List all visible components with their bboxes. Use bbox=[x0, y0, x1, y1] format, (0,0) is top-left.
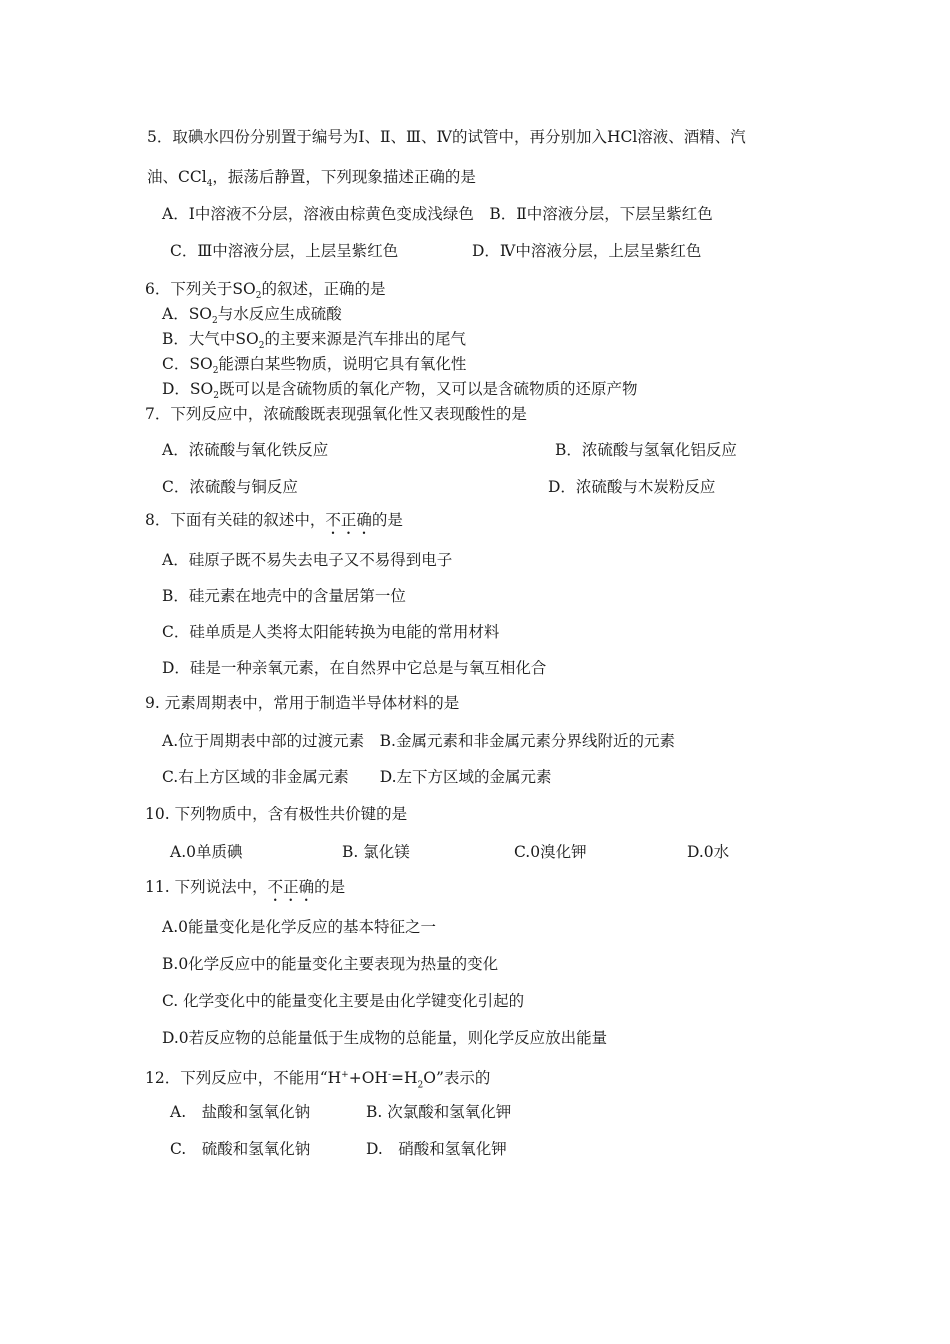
q6-c-text-rest: 能漂白某些物质，说明它具有氧化性 bbox=[218, 355, 467, 373]
q6-a-subscript: 2 bbox=[212, 316, 218, 327]
q6-option-d bbox=[162, 379, 638, 406]
q6-stem-text-rest: 的叙述，正确的是 bbox=[261, 280, 386, 298]
q6-b-subscript: 2 bbox=[258, 341, 265, 352]
q12-stem-oh: +OH bbox=[348, 1069, 388, 1088]
q10-option-b: B. 氯化镁 bbox=[342, 843, 410, 861]
q12-stem-end: O”表示的 bbox=[423, 1069, 491, 1088]
q6-d-text: D．SO bbox=[162, 380, 214, 398]
q12-sub-2: 2 bbox=[417, 1080, 424, 1091]
q6-a-text-rest: 与水反应生成硫酸 bbox=[217, 305, 342, 323]
q9-stem: 9. 元素周期表中，常用于制造半导体材料的是 bbox=[145, 694, 460, 712]
q7-option-a: A．浓硫酸与氧化铁反应 bbox=[162, 441, 329, 459]
q6-c-text: C．SO bbox=[162, 355, 213, 373]
q6-stem bbox=[145, 279, 385, 306]
q8-emphasis: 不正确 bbox=[325, 511, 372, 529]
q6-d-subscript: 2 bbox=[213, 391, 219, 402]
q10-stem: 10. 下列物质中，含有极性共价键的是 bbox=[145, 805, 408, 823]
q6-d-text-rest: 既可以是含硫物质的氧化产物，又可以是含硫物质的还原产物 bbox=[219, 380, 638, 398]
q7-option-c: C．浓硫酸与铜反应 bbox=[162, 478, 298, 496]
q8-option-a: A．硅原子既不易失去电子又不易得到电子 bbox=[162, 551, 453, 569]
q6-c-subscript: 2 bbox=[212, 366, 219, 377]
q12-option-c: C. 硫酸和氢氧化钠 bbox=[170, 1140, 311, 1158]
q12-stem-eq: =H bbox=[390, 1069, 418, 1088]
q11-stem-text: 11. 下列说法中， bbox=[145, 878, 268, 896]
q12-option-b: B. 次氯酸和氢氧化钾 bbox=[366, 1103, 512, 1121]
q7-option-d: D．浓硫酸与木炭粉反应 bbox=[548, 478, 716, 496]
q6-option-c bbox=[162, 354, 466, 381]
q8-stem bbox=[145, 510, 403, 538]
q6-option-b bbox=[162, 329, 466, 356]
q12-option-d: D. 硝酸和氢氧化钾 bbox=[366, 1140, 507, 1158]
q6-a-text: A．SO bbox=[162, 305, 213, 323]
q11-stem bbox=[145, 877, 345, 905]
q11-option-d: D.0若反应物的总能量低于生成物的总能量，则化学反应放出能量 bbox=[162, 1029, 608, 1047]
q6-option-a bbox=[162, 304, 342, 331]
q5-stem-text: 油、CCl bbox=[147, 168, 207, 186]
q8-option-c: C．硅单质是人类将太阳能转换为电能的常用材料 bbox=[162, 623, 500, 641]
q12-sup-plus: + bbox=[341, 1070, 349, 1080]
q12-stem-text: 12．下列反应中，不能用“H bbox=[145, 1069, 342, 1088]
q6-stem-text: 6．下列关于SO bbox=[145, 280, 256, 298]
q8-stem-text: 8．下面有关硅的叙述中， bbox=[145, 511, 326, 529]
q7-option-b: B．浓硫酸与氢氧化铝反应 bbox=[555, 441, 737, 459]
q6-b-text-rest: 的主要来源是汽车排出的尾气 bbox=[264, 330, 466, 348]
q5-stem-text-rest: ，振荡后静置，下列现象描述正确的是 bbox=[212, 168, 476, 186]
q11-option-b: B.0化学反应中的能量变化主要表现为热量的变化 bbox=[162, 955, 499, 973]
q8-stem-text-rest: 的是 bbox=[371, 511, 403, 529]
q9-option-cd: C.右上方区域的非金属元素 D.左下方区域的金属元素 bbox=[162, 768, 552, 786]
q11-emphasis: 不正确 bbox=[267, 878, 315, 896]
q5-stem-line1: 5．取碘水四份分别置于编号为Ⅰ、Ⅱ、Ⅲ、Ⅳ的试管中，再分别加入HCl溶液、酒精、汽 bbox=[147, 128, 746, 146]
q11-stem-text-rest: 的是 bbox=[314, 878, 346, 896]
q10-option-c: C.0溴化钾 bbox=[514, 843, 587, 861]
q7-stem: 7．下列反应中，浓硫酸既表现强氧化性又表现酸性的是 bbox=[145, 405, 527, 423]
q8-option-d: D．硅是一种亲氧元素，在自然界中它总是与氧互相化合 bbox=[162, 659, 547, 677]
q5-option-d: D．Ⅳ中溶液分层，上层呈紫红色 bbox=[472, 242, 702, 260]
q6-b-text: B．大气中SO bbox=[162, 330, 259, 348]
q6-subscript: 2 bbox=[255, 291, 262, 302]
q8-option-b: B．硅元素在地壳中的含量居第一位 bbox=[162, 587, 406, 605]
q12-sup-minus: - bbox=[387, 1070, 391, 1080]
q5-option-c: C．Ⅲ中溶液分层，上层呈紫红色 bbox=[170, 242, 399, 260]
q5-option-ab: A．Ⅰ中溶液不分层，溶液由棕黄色变成浅绿色 B．Ⅱ中溶液分层，下层呈紫红色 bbox=[162, 205, 713, 223]
q10-option-a: A.0单质碘 bbox=[170, 843, 243, 861]
q12-stem bbox=[145, 1065, 490, 1095]
q11-option-c: C. 化学变化中的能量变化主要是由化学键变化引起的 bbox=[162, 992, 525, 1010]
q11-option-a: A.0能量变化是化学反应的基本特征之一 bbox=[162, 918, 436, 936]
q5-stem-line2 bbox=[147, 167, 476, 194]
q10-option-d: D.0水 bbox=[687, 843, 730, 861]
q5-subscript: 4 bbox=[206, 179, 213, 190]
q12-option-a: A. 盐酸和氢氧化钠 bbox=[170, 1103, 311, 1121]
q9-option-ab: A.位于周期表中部的过渡元素 B.金属元素和非金属元素分界线附近的元素 bbox=[162, 732, 675, 750]
